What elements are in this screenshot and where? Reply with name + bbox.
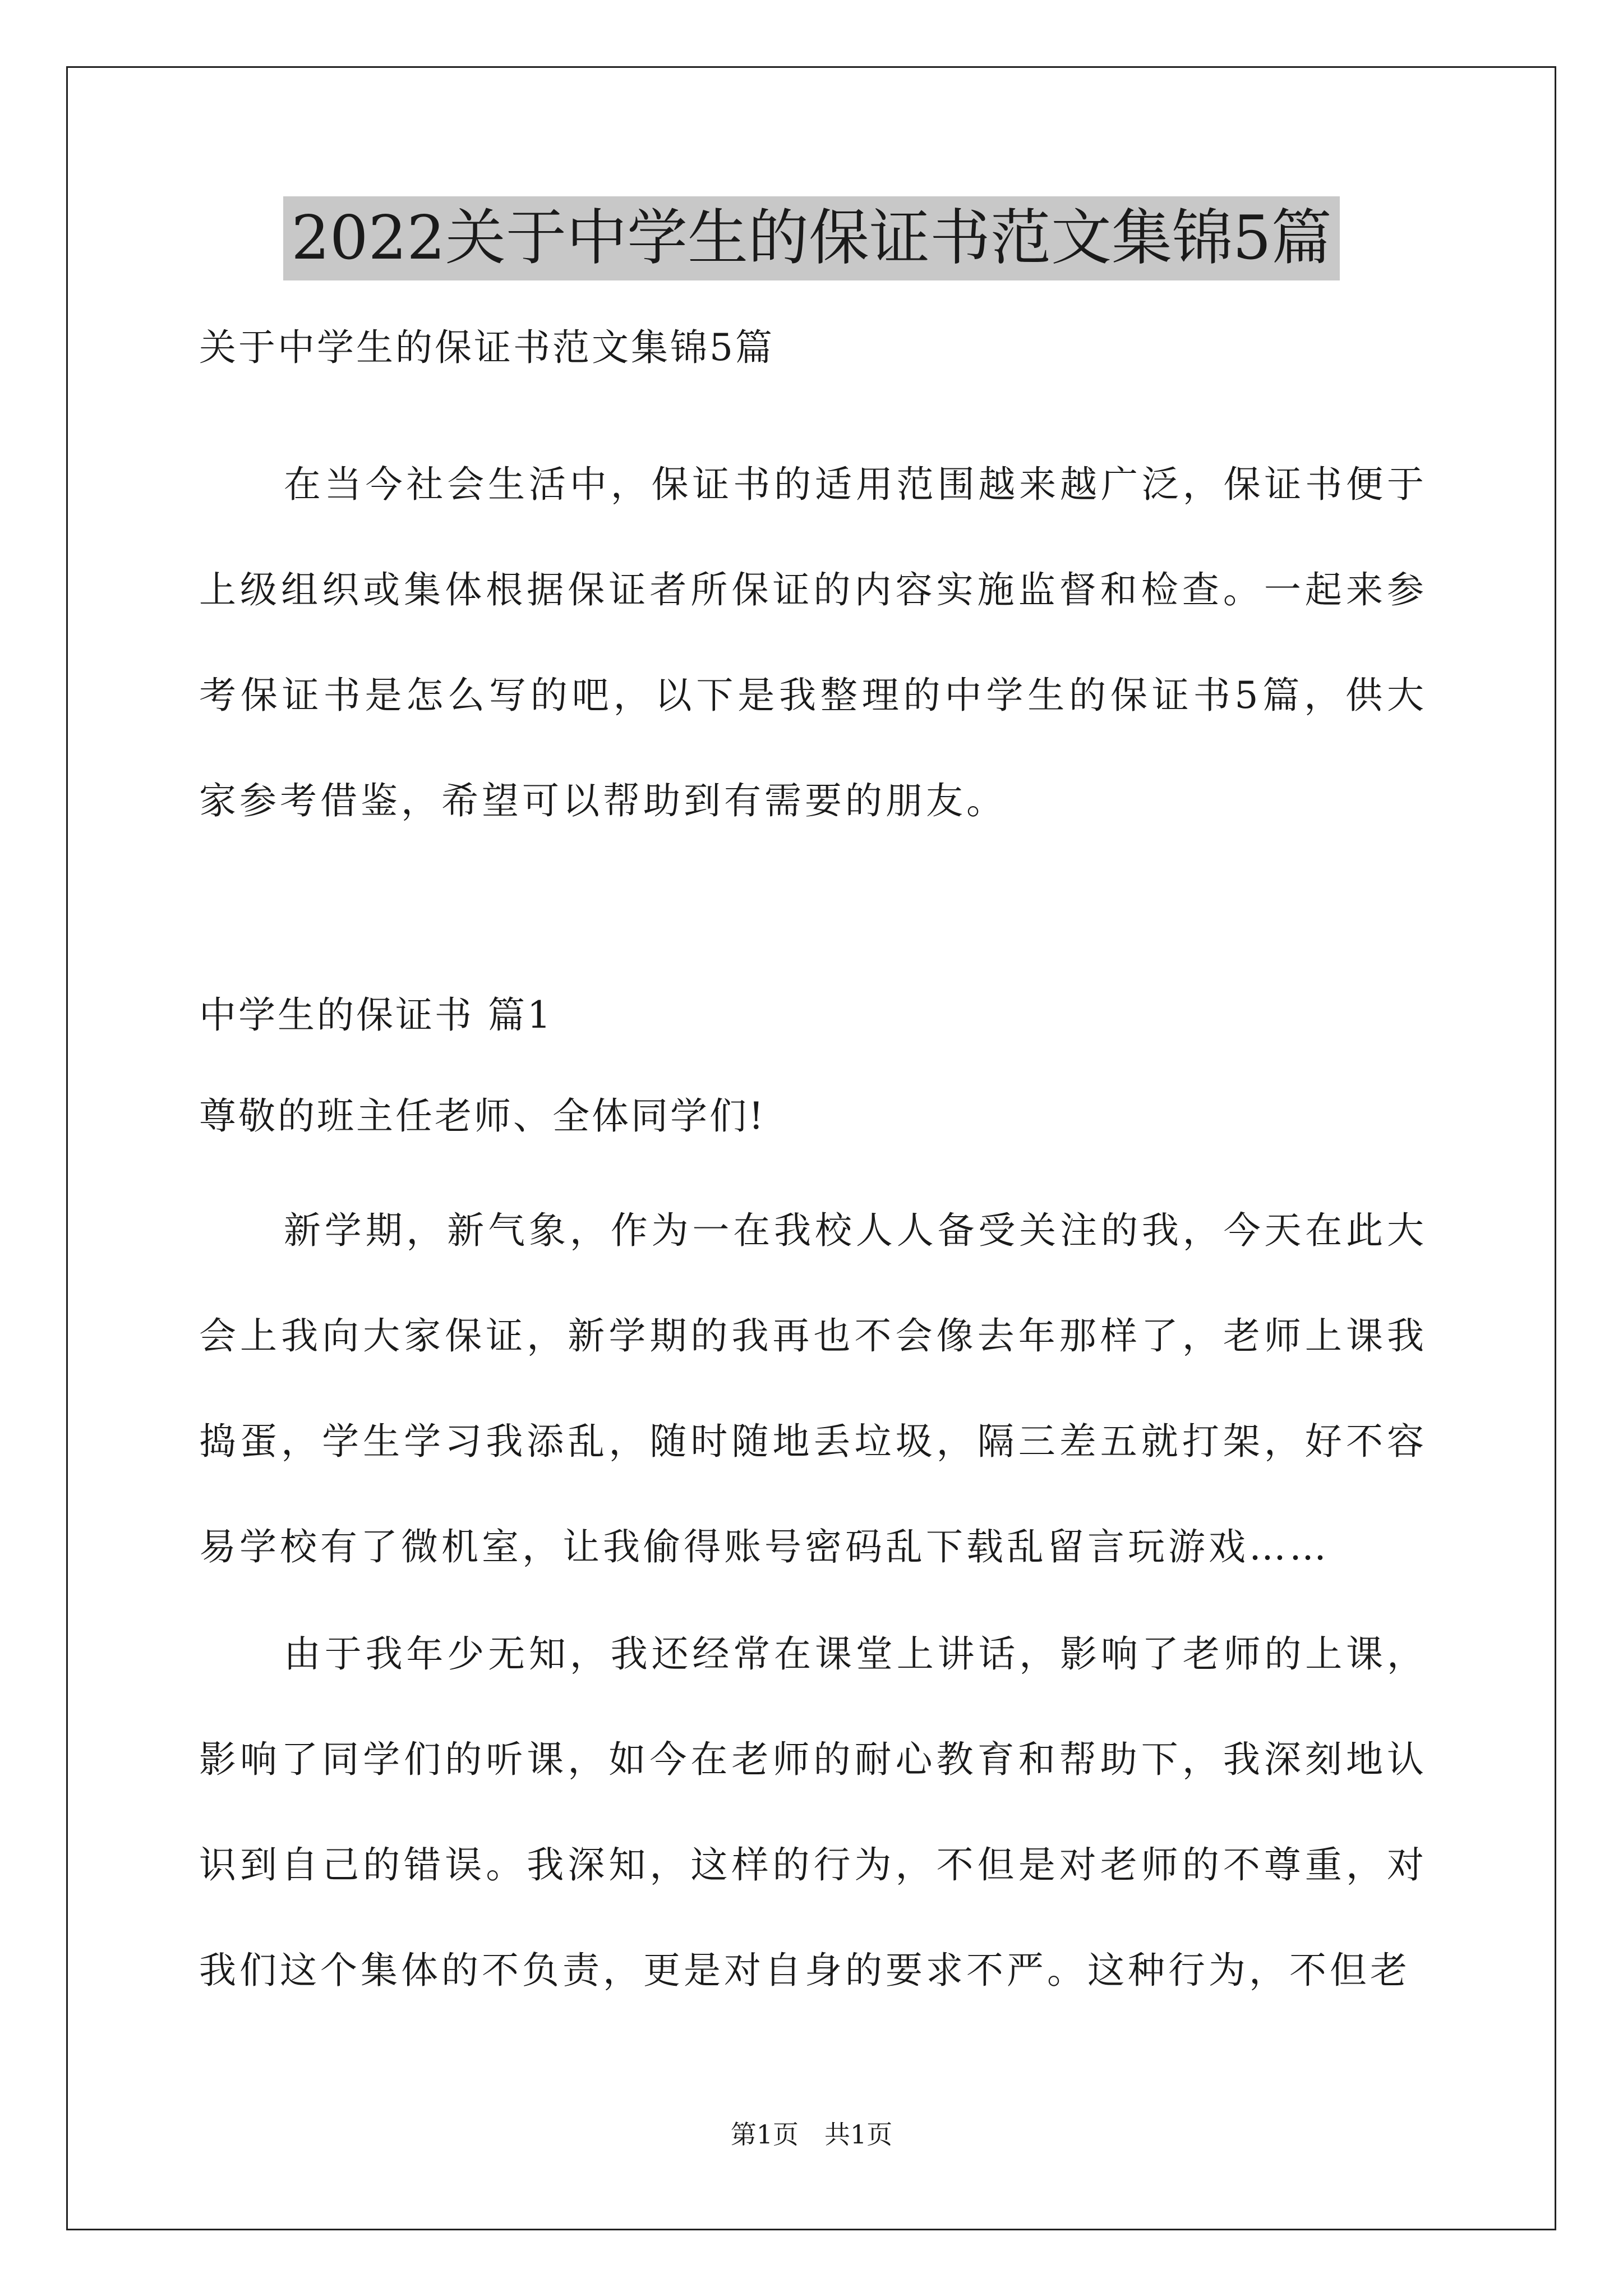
title-container [0, 196, 1623, 280]
body-paragraph-1 [199, 1178, 1427, 1600]
paragraph-2-text: 由于我年少无知，我还经常在课堂上讲话，影响了老师的上课，影响了同学们的听课，如今在老师的耐心教育和帮助下，我深刻地认识到自己的错误。我深知，这样的行为，不但是对老师的不尊重，对我们这个集体的不负责，更是对自身的要求不严。这种行为，不但老 [199, 1632, 1427, 1992]
document-title: 2022关于中学生的保证书范文集锦5篇 [283, 196, 1340, 280]
paragraph-1-text: 新学期，新气象，作为一在我校人人备受关注的我，今天在此大会上我向大家保证，新学期的我再也不会像去年那样了，老师上课我捣蛋，学生学习我添乱，随时随地丢垃圾，隔三差五就打架，好不容易学校有了微机室，让我偷得账号密码乱下载乱留言玩游戏…… [199, 1209, 1427, 1568]
intro-text: 在当今社会生活中，保证书的适用范围越来越广泛，保证书便于上级组织或集体根据保证者所保证的内容实施监督和检查。一起来参考保证书是怎么写的吧，以下是我整理的中学生的保证书5篇，供大家参考借鉴，希望可以帮助到有需要的朋友。 [199, 463, 1427, 822]
intro-paragraph [199, 432, 1427, 854]
section-heading: 中学生的保证书 篇1 [199, 993, 553, 1037]
salutation: 尊敬的班主任老师、全体同学们! [199, 1094, 766, 1138]
body-paragraph-2 [199, 1602, 1427, 2023]
document-subtitle: 关于中学生的保证书范文集锦5篇 [199, 326, 774, 369]
page-footer: 第1页 共1页 [730, 2119, 893, 2150]
